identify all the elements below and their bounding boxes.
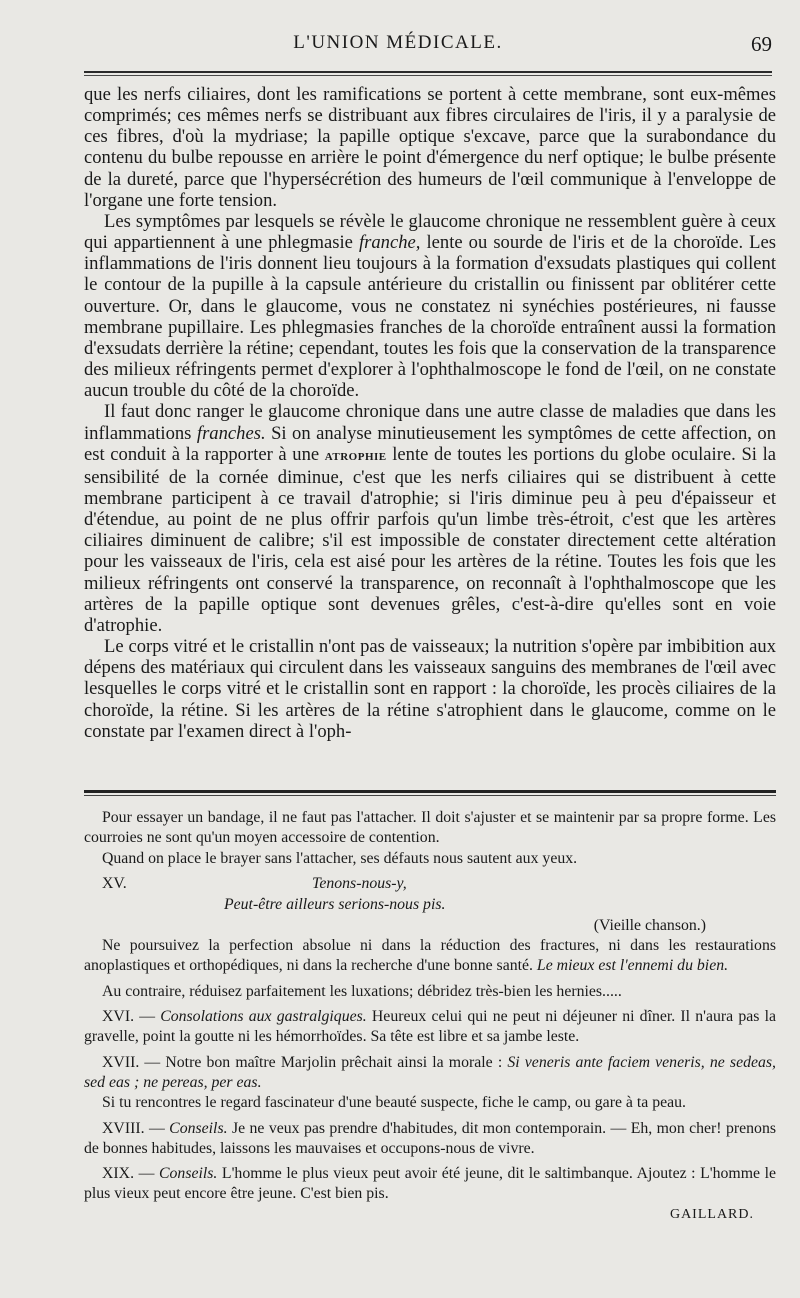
page-header xyxy=(84,32,772,68)
text-run: XVIII. — xyxy=(102,1119,170,1137)
paragraph-4: Le corps vitré et le cristallin n'ont pas de vaisseaux; la nutrition s'opère par imbibition aux dépens des matériaux qui circulent dans les vaisseaux sanguins des membranes de l'œil avec lesquelles le corps vitré et le cristallin sont en rapport : la choroïde, les procès ciliaires de la choroïde, la rétine. Si les artères de la rétine s'atrophient dans le glaucome, comme on le constate par l'examen direct à l'oph- xyxy=(84,636,776,742)
emphasis: Si veneris ante faciem veneris, ne sedeas, sed eas ; ne pereas, per eas. xyxy=(84,1053,776,1091)
emphasis: franches. xyxy=(196,422,266,444)
feuilleton-paragraph xyxy=(84,1053,776,1094)
text-run: lente de toutes les portions du globe oculaire. Si la sensibilité de la cornée diminue, c'est que les nerfs ciliaires qui se distribuent à cette membrane participent à ce travail d'atrophie; si l'iris diminue peu à peu d'épaisseur et d'étendue, au point de ne plus offrir parfois qu'un limbe très-étroit, c'est que les artères ciliaires diminuent de calibre; s'il est impossible de constater directement cette altération pour les vaisseaux de l'iris, cela est aisé pour les artères de la rétine. Toutes les fois que les milieux réfringents ont conservé la transparence, on reconnaît à l'ophthalmoscope que les artères de la papille optique sont devenues grêles, c'est-à-dire qu'elles sont en voie d'atrophie. xyxy=(84,443,776,636)
text-run: Les symptômes par lesquels se révèle le glaucome chronique ne ressemblent guère à ceux qui appartiennent à une phlegmasie xyxy=(84,210,776,254)
text-run: Je ne veux pas prendre d'habitudes, dit mon contemporain. — Eh, mon cher! prenons de bonnes habitudes, laissons les mauvaises et occupons-nous de vivre. xyxy=(84,1119,776,1157)
small-caps-term: atrophie xyxy=(324,447,387,464)
feuilleton-paragraph: Au contraire, réduisez parfaitement les luxations; débridez très-bien les hernies..... xyxy=(102,982,622,1000)
feuilleton-paragraph xyxy=(84,1007,776,1048)
feuilleton-paragraph: Pour essayer un bandage, il ne faut pas l'attacher. Il doit s'ajuster et se maintenir par sa propre forme. Les courroies ne sont qu'un moyen accessoire de contention. xyxy=(84,809,776,847)
feuilleton-section xyxy=(84,808,776,1225)
feuilleton-divider xyxy=(84,790,776,796)
text-run: Si on analyse minutieusement les symptômes de cette affection, on est conduit à la rapporter à une xyxy=(84,422,777,465)
text-run: lente ou sourde de l'iris et de la choroïde. Les inflammations de l'iris donnent lieu toujours à la formation d'exsudats plastiques qui collent le contour de la pupille à la capsule antérieure du cristallin ou finissent par oblitérer cette ouverture. Or, dans le glaucome, vous ne constatez ni synéchies postérieures, ni fausse membrane pupillaire. Les phlegmasies franches de la choroïde entraînent aussi la formation d'exsudats derrière la rétine; cependant, toutes les fois que la conservation de la transparence des milieux réfringents permet d'explorer à l'ophthalmoscope le fond de l'œil, on ne constate aucun trouble du côté de la choroïde. xyxy=(84,232,777,402)
text-run: XVI. — xyxy=(102,1008,161,1026)
text-run: XIX. — xyxy=(102,1165,159,1183)
text-run: Heureux celui qui ne peut ni déjeuner ni dîner. Il n'aura pas la gravelle, point la goutte ni les hémorrhoïdes. Sa tête est libre et sa jambe leste. xyxy=(84,1008,776,1046)
emphasis: Conseils. xyxy=(158,1165,218,1183)
page-number: 69 xyxy=(751,32,772,56)
emphasis: franche, xyxy=(358,232,421,254)
paragraph-2 xyxy=(84,211,776,401)
text-run: L'homme le plus vieux peut avoir été jeune, dit le saltimbanque. Ajoutez : L'homme le plus vieux peut encore être jeune. C'est bien pis. xyxy=(84,1165,776,1203)
emphasis: Le mieux est l'ennemi du bien. xyxy=(536,957,729,975)
feuilleton-paragraph xyxy=(84,936,776,977)
emphasis: Consolations aux gastralgiques. xyxy=(160,1008,367,1026)
feuilleton-paragraph: Quand on place le brayer sans l'attacher, ses défauts nous sautent aux yeux. xyxy=(102,849,578,867)
author-signature: GAILLARD. xyxy=(669,1206,754,1222)
text-run: Il faut donc ranger le glaucome chronique dans une autre classe de maladies que dans les inflammations xyxy=(84,401,776,444)
text-run: XVII. — Notre bon maître Marjolin prêchait ainsi la morale : xyxy=(102,1053,508,1071)
running-title: L'UNION MÉDICALE. xyxy=(293,32,503,53)
emphasis: Conseils. xyxy=(169,1119,228,1137)
feuilleton-paragraph: Si tu rencontres le regard fascinateur d'une beauté suspecte, fiche le camp, ou gare à ta peau. xyxy=(102,1094,686,1112)
verse-source: (Vieille chanson.) xyxy=(593,916,706,934)
text-run: Ne poursuivez la perfection absolue ni dans la réduction des fractures, ni dans les restaurations anoplastiques et orthopédiques, ni dans la recherche d'une bonne santé. xyxy=(84,937,776,975)
paragraph-1: que les nerfs ciliaires, dont les ramifications se portent à cette membrane, sont eux-mêmes comprimés; ces mêmes nerfs se distribuant aux fibres circulaires de l'iris, il y a paralysie de ces fibres, d'où la mydriase; la papille optique s'excave, parce que la surabondance du contenu du bulbe repousse en arrière le point d'émergence du nerf optique; le bulbe présente de la dureté, parce que l'hypersécrétion des humeurs de l'œil communique à l'enveloppe de l'organe une forte tension. xyxy=(84,84,776,211)
verse-line: Peut-être ailleurs serions-nous pis. xyxy=(224,895,446,913)
article-body xyxy=(84,84,776,742)
paragraph-3 xyxy=(84,401,776,636)
section-number: XV. xyxy=(102,874,127,892)
feuilleton-paragraph xyxy=(84,1119,776,1160)
verse-line: Tenons-nous-y, xyxy=(312,874,407,892)
header-rule xyxy=(84,71,772,76)
feuilleton-paragraph xyxy=(84,1164,776,1205)
verse-block xyxy=(84,874,776,916)
